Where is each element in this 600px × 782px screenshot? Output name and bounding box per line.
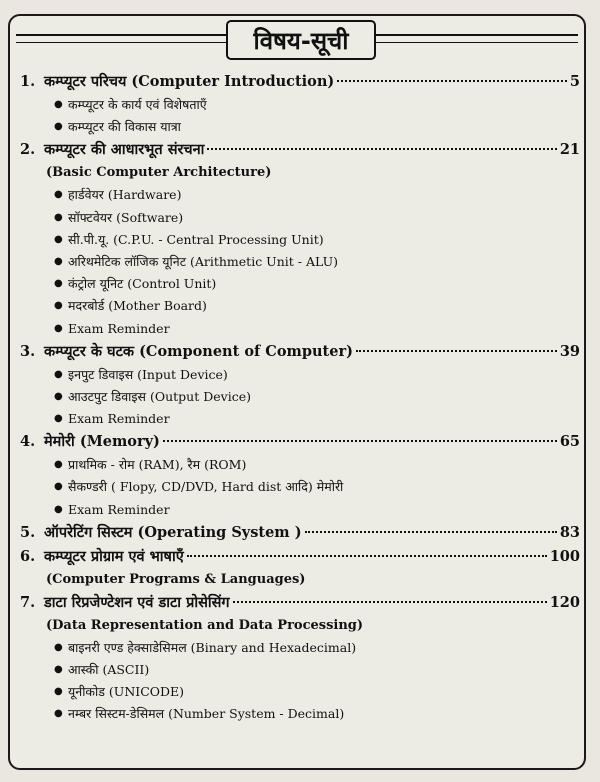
- bullet-icon: ●: [54, 211, 63, 223]
- bullet-icon: ●: [54, 368, 63, 380]
- list-item: ● यूनीकोड (UNICODE): [20, 681, 580, 703]
- list-item: ● मदरबोर्ड (Mother Board): [20, 295, 580, 317]
- chapter-title: कम्प्यूटर के घटक (Component of Computer): [44, 342, 353, 360]
- dot-leader: [187, 555, 547, 557]
- bullet-icon: ●: [54, 481, 63, 493]
- chapter-title: डाटा रिप्रजेण्टेशन एवं डाटा प्रोसेसिंग: [44, 593, 230, 611]
- list-item: ● हार्डवेयर (Hardware): [20, 184, 580, 206]
- chapter-number: 5.: [20, 523, 36, 541]
- list-item: ● सी.पी.यू. (C.P.U. - Central Processing Unit): [20, 229, 580, 251]
- page-number: 65: [559, 433, 580, 451]
- list-item: ● सॉफ्टवेयर (Software): [20, 207, 580, 229]
- chapter-row[interactable]: [20, 545, 580, 569]
- dot-leader: [207, 148, 556, 150]
- chapter-number: 6.: [20, 547, 36, 565]
- chapter-number: 7.: [20, 593, 36, 611]
- list-item: ● Exam Reminder: [20, 318, 580, 340]
- chapter-row[interactable]: [20, 430, 580, 454]
- bullet-icon: ●: [54, 189, 63, 201]
- list-item: ● Exam Reminder: [20, 408, 580, 430]
- chapter-title: मेमोरी (Memory): [44, 433, 160, 451]
- chapter-row[interactable]: [20, 70, 580, 94]
- chapter-number: 4.: [20, 433, 36, 451]
- bullet-icon: ●: [54, 99, 63, 110]
- list-item: ● कम्प्यूटर के कार्य एवं विशेषताएँ: [20, 94, 580, 116]
- bullet-icon: ●: [54, 459, 63, 471]
- page-number: 120: [549, 593, 580, 611]
- bullet-icon: ●: [54, 413, 63, 425]
- list-item: ● कम्प्यूटर की विकास यात्रा: [20, 116, 580, 138]
- list-item: ● आउटपुट डिवाइस (Output Device): [20, 386, 580, 408]
- chapter-row[interactable]: [20, 340, 580, 364]
- table-of-contents: [20, 70, 580, 726]
- chapter-number: 2.: [20, 141, 36, 159]
- chapter-title: कम्प्यूटर की आधारभूत संरचना: [44, 141, 205, 159]
- chapter-row[interactable]: [20, 138, 580, 162]
- list-item: ● प्राथमिक - रोम (RAM), रैम (ROM): [20, 454, 580, 476]
- chapter-title: कम्प्यूटर परिचय (Computer Introduction): [44, 73, 335, 90]
- chapter-subtitle: (Basic Computer Architecture): [46, 165, 272, 181]
- list-item: ● आस्की (ASCII): [20, 659, 580, 681]
- bullet-icon: ●: [54, 390, 63, 402]
- dot-leader: [305, 531, 557, 533]
- bullet-icon: ●: [54, 641, 63, 653]
- list-item: ● Exam Reminder: [20, 499, 580, 521]
- bullet-icon: ●: [54, 708, 63, 720]
- dot-leader: [233, 601, 547, 603]
- dot-leader: [356, 350, 557, 352]
- page-number: 5: [569, 73, 580, 90]
- chapter-row[interactable]: [20, 591, 580, 615]
- dot-leader: [163, 440, 557, 442]
- page-title: विषय-सूची: [226, 20, 376, 60]
- page-number: 100: [549, 547, 580, 565]
- list-item: ● कंट्रोल यूनिट (Control Unit): [20, 273, 580, 295]
- chapter-title: ऑपरेटिंग सिस्टम (Operating System ): [44, 523, 302, 541]
- page-number: 83: [559, 523, 580, 541]
- bullet-icon: ●: [54, 233, 63, 245]
- dot-leader: [337, 80, 567, 82]
- chapter-subtitle: (Computer Programs & Languages): [46, 571, 306, 587]
- bullet-icon: ●: [54, 278, 63, 290]
- page-number: 21: [559, 141, 580, 159]
- list-item: ● सैकण्डरी ( Flopy, CD/DVD, Hard dist आदि) मेमोरी: [20, 476, 580, 498]
- chapter-row[interactable]: [20, 521, 580, 545]
- page-number: 39: [559, 342, 580, 360]
- bullet-icon: ●: [54, 686, 63, 698]
- chapter-number: 1.: [20, 73, 36, 90]
- bullet-icon: ●: [54, 121, 63, 133]
- chapter-number: 3.: [20, 342, 36, 360]
- list-item: ● बाइनरी एण्ड हेक्साडेसिमल (Binary and Hexadecimal): [20, 637, 580, 659]
- list-item: ● अरिथमेटिक लॉजिक यूनिट (Arithmetic Unit - ALU): [20, 251, 580, 273]
- bullet-icon: ●: [54, 255, 63, 267]
- list-item: ● इनपुट डिवाइस (Input Device): [20, 364, 580, 386]
- bullet-icon: ●: [54, 664, 63, 675]
- list-item: ● नम्बर सिस्टम-डेसिमल (Number System - Decimal): [20, 703, 580, 725]
- chapter-subtitle: (Data Representation and Data Processing): [46, 617, 364, 633]
- bullet-icon: ●: [54, 322, 63, 334]
- bullet-icon: ●: [54, 300, 63, 312]
- chapter-title: कम्प्यूटर प्रोग्राम एवं भाषाएँ: [44, 547, 184, 565]
- bullet-icon: ●: [54, 503, 63, 515]
- title-banner: [8, 20, 586, 64]
